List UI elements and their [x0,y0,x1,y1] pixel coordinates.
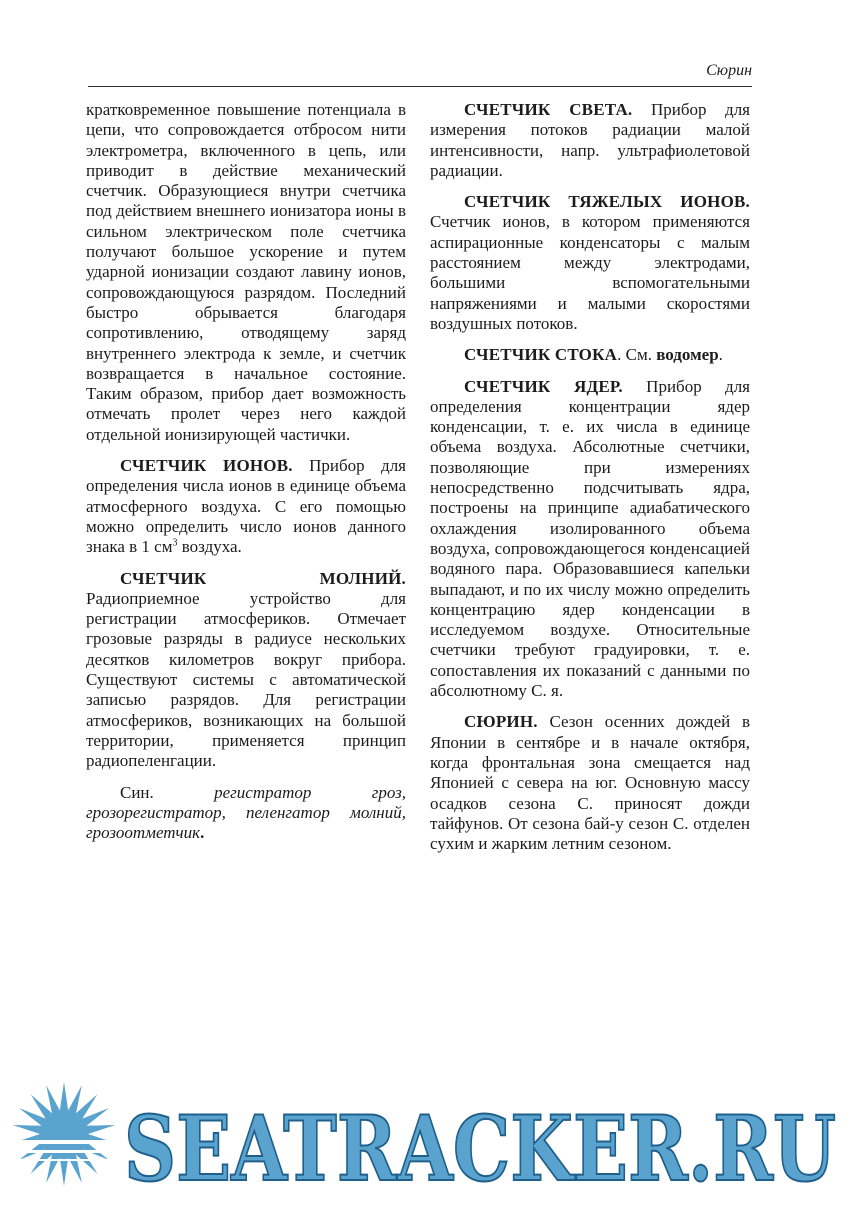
entry-continuation: кратковременное повышение потенциала в цепи, что сопровождается отбросом нити электрометра, включенного в цепь, или приводит в действие механический счетчик. Образующиеся внутри счетчика под действием внешнего ионизатора ионы в сильном электрическом поле счетчика получают большое ускорение и путем ударной ионизации создают лавину ионов, сопровождающуюся разрядом. Последний быстро обрывается благодаря сопротивлению, отводящему заряд внутреннего электрода к земле, и счетчик возвращается в начальное состояние. Таким образом, прибор дает возможность отмечать пролет через него каждой отдельной ионизирующей частички. [86,100,406,444]
entry-body: Сезон осенних дождей в Японии в сентябре и в начале октября, когда фронтальная зона смещается над Японией с севера на юг. Основную массу осадков сезона С. приносят дожди тайфунов. От сезона бай-у сезон С. отделен сухим и жарким летним сезоном. [430,712,750,854]
entry-ion-counter [86,456,406,557]
entry-term: СЮРИН. [464,712,538,732]
watermark-logo [0,1080,856,1190]
entry-flow-counter [430,345,750,365]
entry-body: . См. [617,345,652,365]
entry-term: СЧЕТЧИК ИОНОВ. [120,456,293,476]
cross-reference: водомер [656,345,719,365]
entry-term: СЧЕТЧИК ЯДЕР. [464,376,623,396]
superscript: 3 [172,537,178,549]
left-column [86,100,406,854]
entry-body: Счетчик ионов, в котором применяются аспирационные конденсаторы с малым расстоянием между электродами, большими вспомогательными напряжениями и малыми скоростями воздушных потоков. [430,212,750,333]
entry-term: СЧЕТЧИК СТОКА [464,345,618,365]
entry-body-tail: воздуха. [181,537,242,557]
header-rule [88,86,752,87]
synonyms-end: . [200,823,205,843]
entry-body: Прибор для определения числа ионов в единице объема атмосферного воздуха. С его помощью можно определить число ионов данного знака в 1 см [86,456,406,557]
synonyms-list: регистратор гроз, грозорегистратор, пеленгатор молний, грозоотметчик [86,782,406,843]
entry-synonyms [86,783,406,844]
entry-body: Прибор для измерения потоков радиации малой интенсивности, напр. ультрафиолетовой радиации. [430,100,750,180]
entry-body: Прибор для определения концентрации ядер конденсации, т. е. их числа в единице объема воздуха. Абсолютные счетчики, позволяющие при измерениях непосредственно подсчитывать ядра, построены на принципе адиабатического охлаждения изолированного объема воздуха, сопровождающегося конденсацией водяного пара. Образовавшиеся капельки выпадают, и по их числу можно определить концентрацию ядер конденсации в исследуемом воздухе. Относительные счетчики требуют градуировки, т. е. сопоставления их показаний с данными по абсолютному С. я. [430,376,750,701]
entry-term: СЧЕТЧИК ТЯЖЕЛЫХ ИОНОВ. [464,192,750,212]
sun-rays [13,1082,115,1186]
entry-body: Радиоприемное устройство для регистрации атмосфериков. Отмечает грозовые разряды в радиусе нескольких десятков километров вокруг прибора. Существуют системы с автоматической записью разрядов. Для регистрации атмосфериков, возникающих на большой территории, применяется принцип радиопеленгации. [86,588,406,771]
running-head: Сюрин [706,62,752,79]
synonyms-prefix: Син. [120,782,154,802]
right-column [430,100,750,865]
entry-end: . [718,345,723,365]
watermark-text: SEATRACKER.RU [124,1096,836,1190]
entry-term: СЧЕТЧИК СВЕТА. [464,100,633,119]
entry-light-counter [430,100,750,181]
entry-lightning-counter [86,569,406,772]
sun-icon [6,1082,124,1186]
entry-term: СЧЕТЧИК МОЛНИЙ. [120,568,406,588]
entry-syurin [430,712,750,854]
entry-nuclei-counter [430,377,750,702]
entry-heavy-ion-counter [430,192,750,334]
